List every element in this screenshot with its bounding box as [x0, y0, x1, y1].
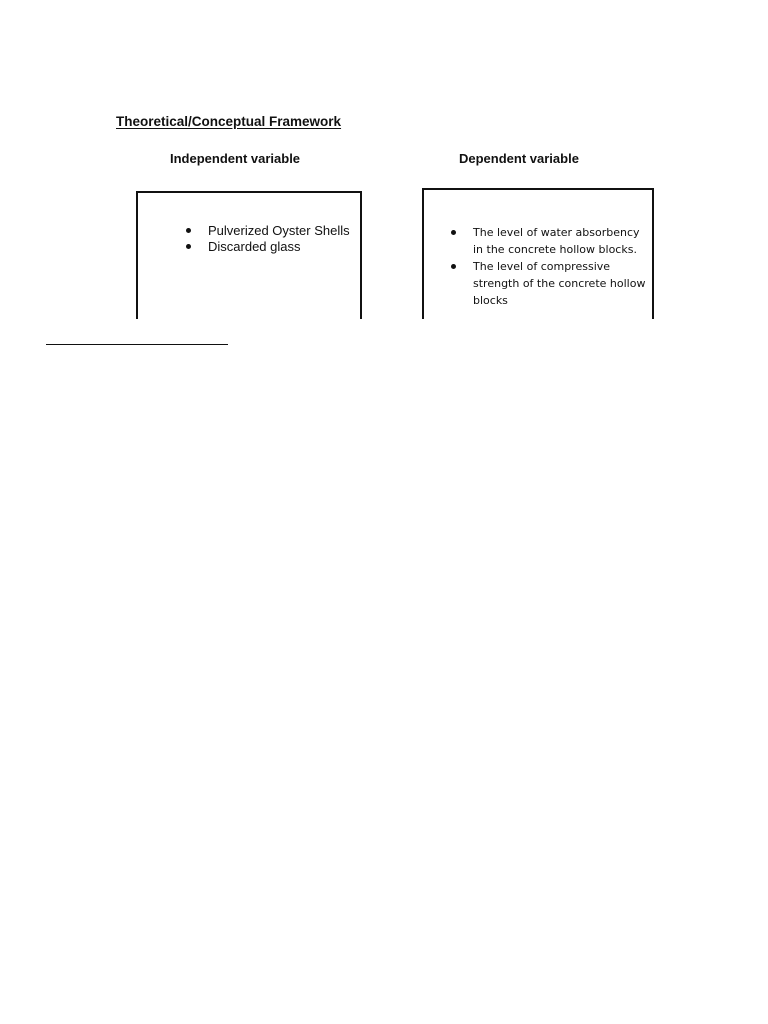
independent-variable-box [136, 191, 362, 319]
list-item: Discarded glass [186, 239, 356, 255]
section-heading: Theoretical/Conceptual Framework [116, 114, 342, 129]
footnote-separator [46, 344, 228, 345]
list-item: The level of water absorbency in the concrete hollow blocks. [451, 224, 647, 258]
dependent-variable-list [451, 224, 647, 309]
independent-variable-label: Independent variable [170, 151, 301, 166]
dependent-variable-label: Dependent variable [459, 151, 579, 166]
list-item: The level of compressive strength of the concrete hollow blocks [451, 258, 647, 309]
independent-variable-list [186, 223, 356, 255]
list-item: Pulverized Oyster Shells [186, 223, 356, 239]
dependent-variable-box [422, 188, 654, 319]
